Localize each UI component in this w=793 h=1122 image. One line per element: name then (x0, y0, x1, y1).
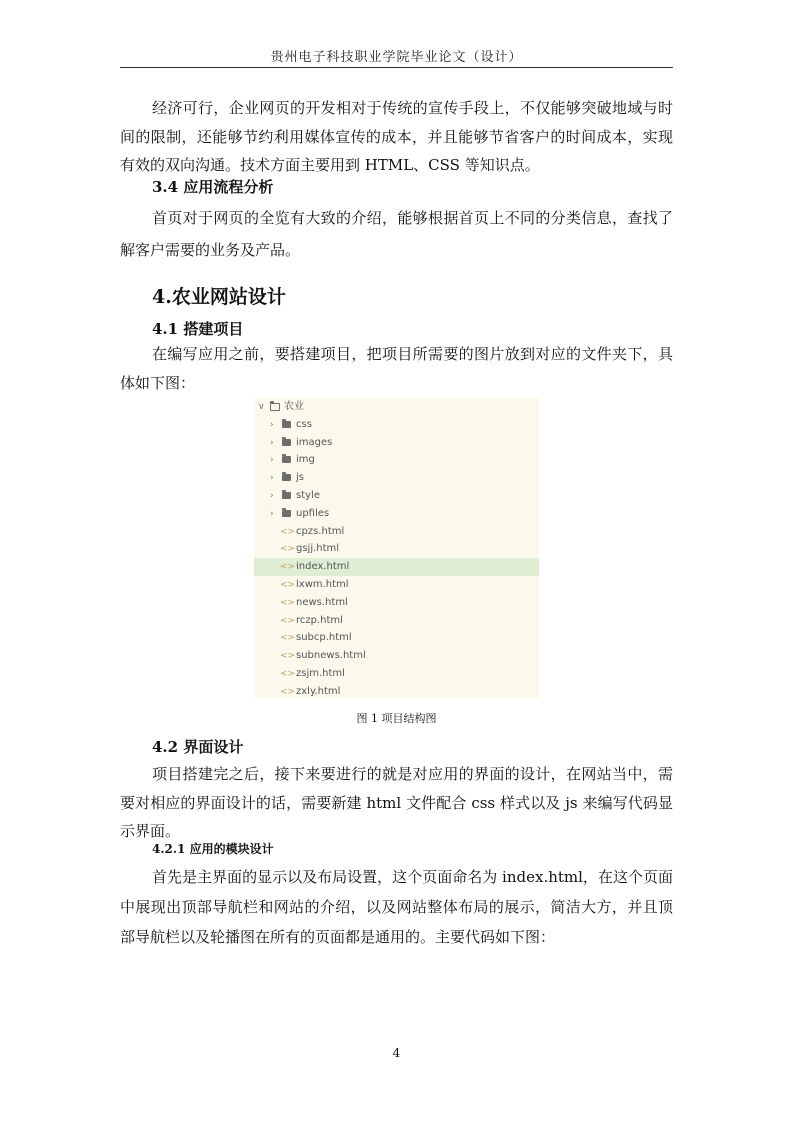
folder-icon (282, 421, 291, 428)
chevron-right-icon: › (270, 491, 274, 501)
chevron-down-icon: ∨ (258, 402, 265, 412)
running-header: 贵州电子科技职业学院毕业论文（设计） (270, 50, 523, 65)
folder-icon (282, 456, 291, 463)
tree-file-label: rczp.html (296, 614, 343, 626)
figure-caption: 图 1 项目结构图 (356, 712, 437, 725)
paragraph-flow-analysis: 首页对于网页的全览有大致的介绍，能够根据首页上不同的分类信息，查找了解客户需要的业务及产品。 (120, 209, 673, 259)
tree-file-item[interactable] (254, 540, 539, 558)
tree-folder-item[interactable] (254, 469, 539, 487)
folder-icon (282, 474, 291, 481)
paragraph-build-project: 在编写应用之前，要搭建项目，把项目所需要的图片放到对应的文件夹下，具体如下图： (120, 345, 673, 392)
tree-folder-item[interactable] (254, 416, 539, 434)
tree-file-label: news.html (296, 596, 348, 608)
tree-folder-item[interactable] (254, 434, 539, 452)
code-file-icon: <> (280, 580, 296, 590)
folder-icon (282, 439, 291, 446)
page-number: 4 (392, 1046, 401, 1060)
tree-file-label: gsjj.html (296, 543, 340, 555)
folder-icon (282, 510, 291, 517)
paragraph-ui-design: 项目搭建完之后，接下来要进行的就是对应用的界面的设计，在网站当中，需要对相应的界面设计的话，需要新建 html 文件配合 css 样式以及 js 来编写代码显示界面。 (120, 765, 673, 840)
tree-folder-label: upfiles (296, 507, 330, 519)
code-file-icon: <> (280, 562, 296, 573)
paragraph-module-design: 首先是主界面的显示以及布局设置，这个页面命名为 index.html，在这个页面中展现出顶部导航栏和网站的介绍，以及网站整体布局的展示，简洁大方，并且顶部导航栏以及轮播图在所有的页面都是通用的。主要代码如下图： (120, 868, 673, 946)
tree-file-label: subcp.html (296, 632, 352, 644)
code-file-icon: <> (280, 597, 296, 608)
heading-4-2: 4.2 界面设计 (152, 738, 244, 756)
folder-open-icon (270, 403, 280, 411)
code-file-icon: <> (280, 686, 296, 697)
tree-folder-label: img (296, 454, 315, 466)
tree-file-item[interactable] (254, 665, 539, 683)
tree-file-item[interactable] (254, 576, 539, 594)
code-file-icon: <> (280, 633, 296, 644)
tree-file-item[interactable] (254, 612, 539, 630)
tree-file-label: zsjm.html (296, 668, 345, 679)
tree-root-label: 农业 (284, 401, 304, 412)
tree-folder-label: js (296, 472, 304, 484)
tree-file-item[interactable] (254, 523, 539, 541)
code-file-icon: <> (280, 669, 296, 679)
tree-folder-label: style (296, 490, 320, 501)
code-file-icon: <> (280, 615, 296, 626)
project-structure-figure (254, 398, 539, 698)
tree-folder-item[interactable] (254, 451, 539, 469)
heading-4-2-1: 4.2.1 应用的模块设计 (152, 842, 274, 856)
folder-icon (282, 492, 291, 499)
tree-file-item[interactable] (254, 683, 539, 701)
chevron-right-icon: › (270, 508, 274, 519)
tree-folder-item[interactable] (254, 487, 539, 505)
tree-folder-label: css (296, 418, 312, 430)
code-file-icon: <> (280, 651, 296, 662)
heading-4-1: 4.1 搭建项目 (152, 320, 244, 338)
tree-root-folder[interactable] (254, 398, 539, 416)
tree-file-label: cpzs.html (296, 525, 345, 537)
header-rule (120, 67, 673, 68)
tree-file-label: zxly.html (296, 685, 341, 697)
chevron-right-icon: › (270, 437, 274, 448)
tree-folder-item[interactable] (254, 505, 539, 523)
tree-file-item[interactable] (254, 594, 539, 612)
chevron-right-icon: › (270, 455, 274, 466)
tree-file-label: subnews.html (296, 650, 366, 662)
tree-folder-label: images (296, 436, 333, 448)
paragraph-feasibility: 经济可行，企业网页的开发相对于传统的宣传手段上，不仅能够突破地域与时间的限制，还能够节约利用媒体宣传的成本，并且能够节省客户的时间成本，实现有效的双向沟通。技术方面主要用到 HTML、CSS 等知识点。 (120, 99, 673, 174)
tree-file-item[interactable] (254, 629, 539, 647)
tree-file-label: lxwm.html (296, 579, 349, 590)
chevron-right-icon: › (270, 419, 274, 430)
heading-3-4: 3.4 应用流程分析 (152, 178, 274, 196)
tree-file-item[interactable] (254, 558, 539, 576)
code-file-icon: <> (280, 544, 296, 555)
tree-file-item[interactable] (254, 647, 539, 665)
chevron-right-icon: › (270, 473, 274, 484)
heading-4: 4.农业网站设计 (152, 286, 286, 308)
code-file-icon: <> (280, 526, 296, 537)
tree-file-label: index.html (296, 561, 350, 573)
